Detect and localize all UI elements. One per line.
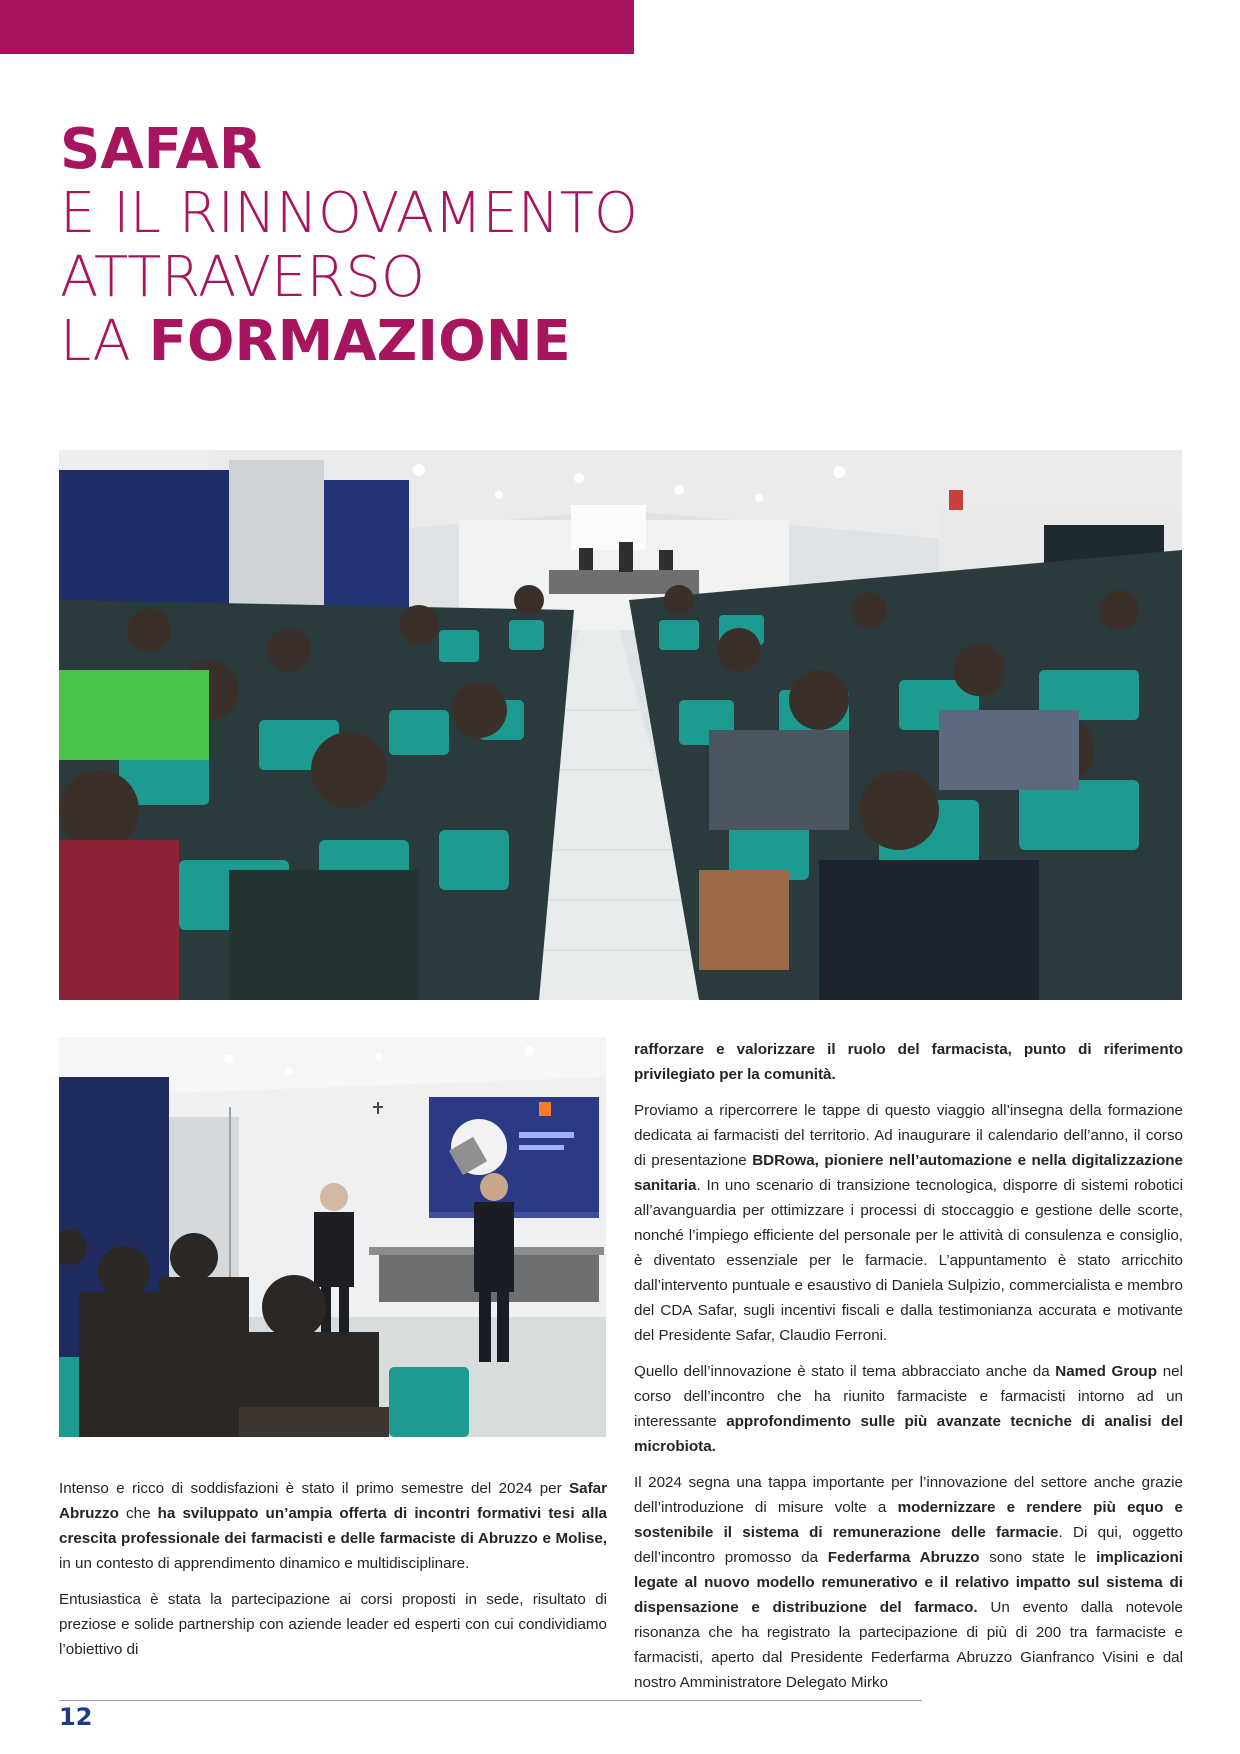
article-headline [60,118,638,374]
text-run: . Di qui, oggetto dell’incontro promosso da [634,1524,1183,1566]
bold-text-run: rafforzare e valorizzare il ruolo del farmacista, punto di riferimento privilegiato per la comunità. [634,1041,1183,1083]
bold-text-run: implicazioni legate al nuovo modello remunerativo e il relativo impatto sul sistema di dispensazione e distribuzione del farmaco. [634,1549,1183,1616]
auditorium-photo [59,450,1182,1000]
top-accent-bar [0,0,634,54]
text-run: Il 2024 segna una tappa importante per l’innovazione del settore anche grazie dell’introduzione di misure volte a [634,1474,1183,1516]
text-run: in un contesto di apprendimento dinamico e multidisciplinare. [59,1555,470,1572]
headline-line-3: ATTRAVERSO [60,245,425,310]
goal-paragraph [634,1037,1183,1087]
headline-line-4: LA [60,309,149,374]
intro-paragraph [59,1476,607,1576]
headline-line-1: SAFAR [60,117,262,182]
partnership-paragraph [59,1587,607,1662]
federfarma-paragraph [634,1470,1183,1695]
footer-rule [59,1700,922,1701]
text-run: sono state le [979,1549,1097,1566]
text-run: che [118,1505,158,1522]
bold-text-run: approfondimento sulle più avanzate tecniche di analisi del microbiota. [634,1413,1183,1455]
bold-text-run: Named Group [1055,1363,1158,1380]
bold-text-run: ha sviluppato un’ampia offerta di incontri formativi tesi alla crescita professionale dei farmacisti e delle farmaciste di Abruzzo e Molise, [59,1505,607,1547]
text-run: . In uno scenario di transizione tecnologica, disporre di sistemi robotici all’avanguardia per ottimizzare i processi di stoccaggio e gestione delle scorte, nonché l’impiego efficiente del personale per le attività di consulenza e consiglio, è diventato essenziale per le farmacie. L’appuntamento è stato arricchito dall’intervento puntuale e esaustivo di Daniela Sulpizio, commercialista e membro del CDA Safar, sugli incentivi fiscali e dalla testimonianza accurata e motivante del Presidente Safar, Claudio Ferroni. [634,1177,1183,1344]
text-run: Quello dell’innovazione è stato il tema abbracciato anche da [634,1363,1056,1380]
text-run: nel corso dell’incontro che ha riunito farmaciste e farmacisti intorno ad un interessante [634,1363,1183,1430]
bold-text-run: Federfarma Abruzzo [827,1549,980,1566]
right-column [634,1037,1183,1706]
text-run: Un evento dalla notevole risonanza che ha registrato la partecipazione di più di 200 tra farmaciste e farmacisti, aperto dal Presidente Federfarma Abruzzo Gianfranco Visini e dal nostro Amministratore Delegato Mirko [634,1599,1184,1691]
bold-text-run: modernizzare e rendere più equo e sostenibile il sistema di remunerazione delle farmacie [634,1499,1183,1541]
page-number: 12 [59,1703,93,1731]
headline-line-4-bold: FORMAZIONE [148,309,571,374]
text-run: Proviamo a ripercorrere le tappe di questo viaggio all’insegna della formazione dedicata ai farmacisti del territorio. Ad inaugurare il calendario dell’anno, il corso di presentazione [634,1102,1183,1169]
bold-text-run: Safar Abruzzo [59,1480,607,1522]
bold-text-run: BDRowa, pioniere nell’automazione e nella digitalizzazione sanitaria [634,1152,1183,1194]
text-run: Intenso e ricco di soddisfazioni è stato il primo semestre del 2024 per [59,1480,569,1497]
text-run: Entusiastica è stata la partecipazione ai corsi proposti in sede, risultato di preziose e solide partnership con aziende leader ed esperti con cui condividiamo l’obiettivo di [59,1591,607,1658]
bdrowa-paragraph [634,1098,1183,1348]
headline-line-2: E IL RINNOVAMENTO [60,181,638,246]
left-column [59,1476,607,1673]
named-group-paragraph [634,1359,1183,1459]
presentation-photo [59,1037,606,1437]
